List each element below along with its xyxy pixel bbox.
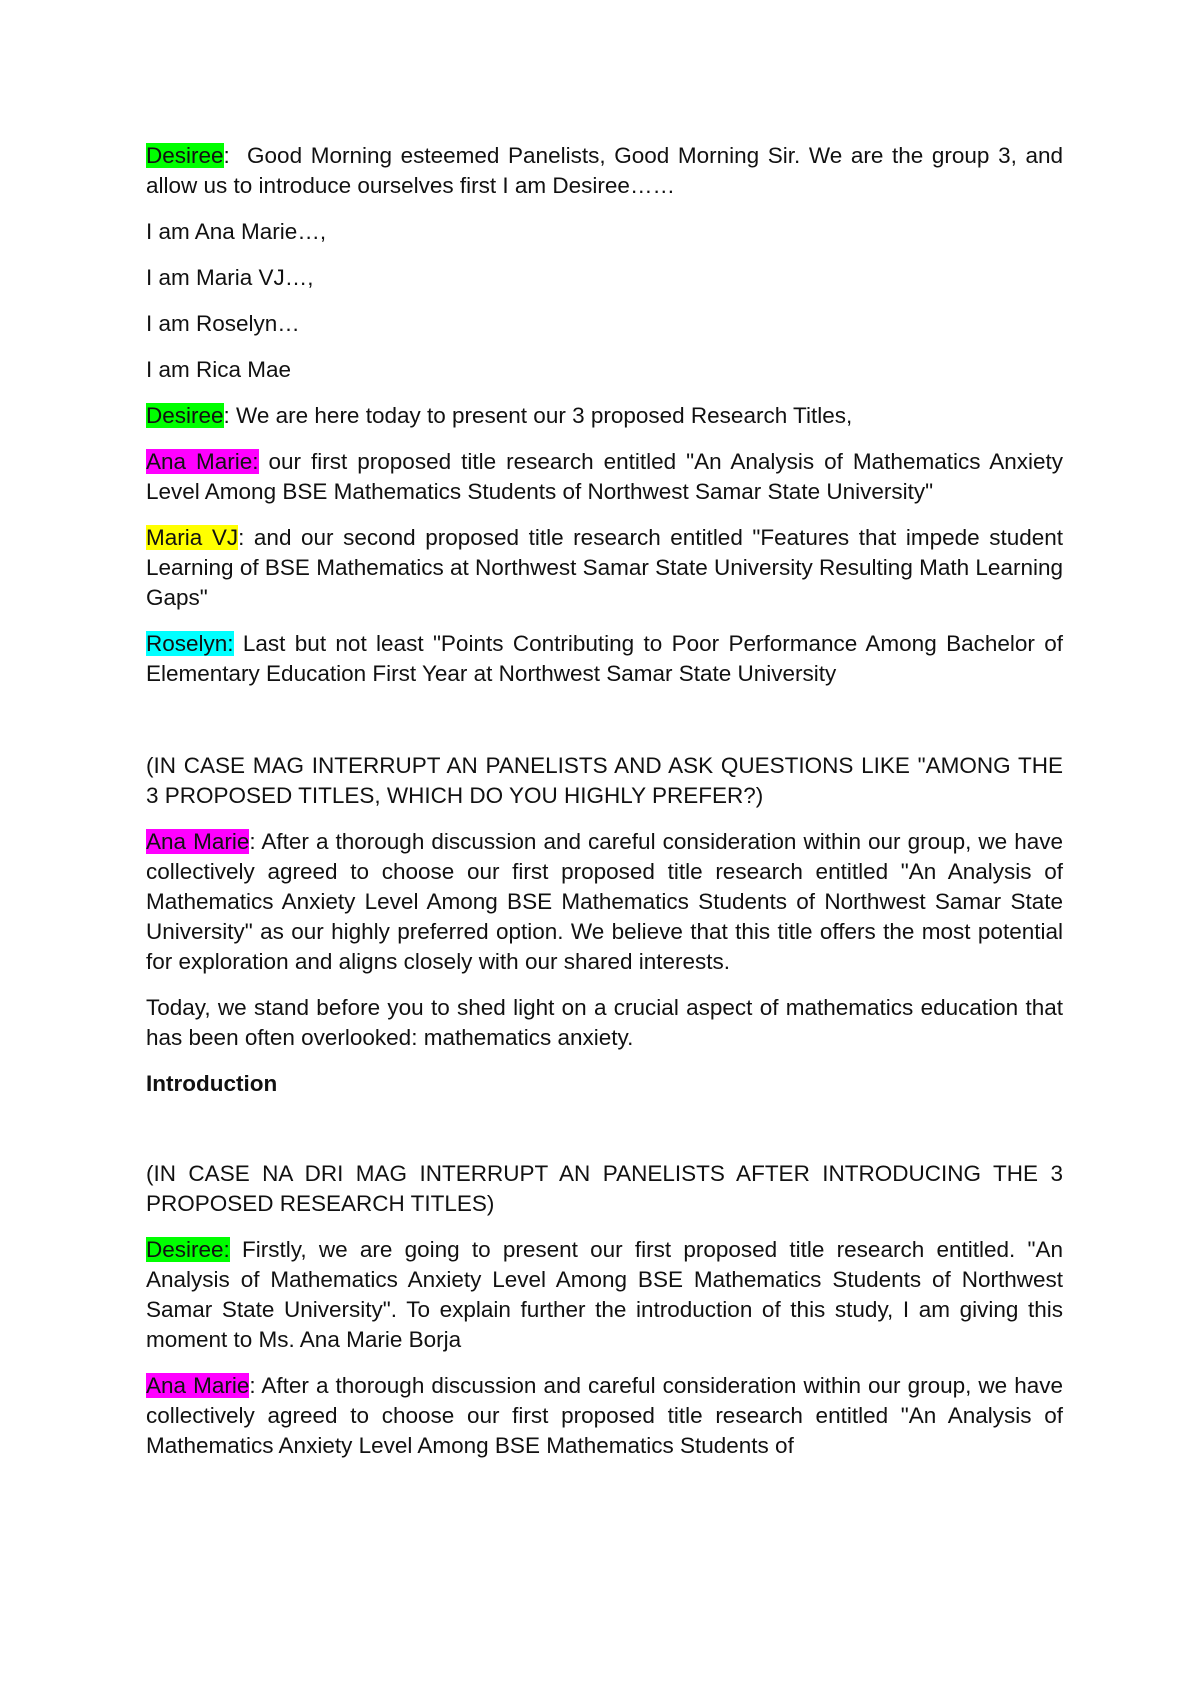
speaker-desiree: Desiree: bbox=[146, 1237, 230, 1262]
speaker-colon: : bbox=[238, 525, 245, 550]
speaker-maria-vj: Maria VJ bbox=[146, 525, 239, 550]
paragraph-text: After a thorough discussion and careful consideration within our group, we have collectively agreed to choose our first proposed title research entitled "An Analysis of Mathematics Anxiety Level Among BSE Mathematics Students of bbox=[146, 1373, 1070, 1458]
paragraph-today: Today, we stand before you to shed light on a crucial aspect of mathematics education that has been often overlooked: mathematics anxiety. bbox=[146, 995, 1063, 1050]
speaker-desiree: Desiree bbox=[146, 143, 224, 168]
speaker-colon: : bbox=[249, 829, 256, 854]
paragraph-interrupt-note-1: (IN CASE MAG INTERRUPT AN PANELISTS AND ASK QUESTIONS LIKE "AMONG THE 3 PROPOSED TITLES, WHICH DO YOU HIGHLY PREFER?) bbox=[146, 753, 1063, 808]
speaker-ana-marie: Ana Marie bbox=[146, 1373, 250, 1398]
paragraph-first-title bbox=[146, 447, 1070, 507]
paragraph-text: and our second proposed title research entitled "Features that impede student Learning of BSE Mathematics at Northwest Samar State University Resulting Math Learning Gaps" bbox=[146, 525, 1070, 610]
paragraph-intro-roselyn: I am Roselyn… bbox=[146, 311, 300, 336]
paragraph-preferred-option bbox=[146, 827, 1070, 977]
paragraph-interrupt-note-2: (IN CASE NA DRI MAG INTERRUPT AN PANELISTS AFTER INTRODUCING THE 3 PROPOSED RESEARCH TITLES) bbox=[146, 1161, 1063, 1216]
speaker-colon: : bbox=[223, 143, 230, 168]
paragraph-preferred-option-repeat bbox=[146, 1371, 1070, 1461]
paragraph-firstly bbox=[146, 1235, 1070, 1355]
speaker-colon: : bbox=[249, 1373, 256, 1398]
paragraph-text: We are here today to present our 3 proposed Research Titles, bbox=[229, 403, 853, 428]
speaker-ana-marie: Ana Marie: bbox=[146, 449, 259, 474]
speaker-desiree: Desiree bbox=[146, 403, 224, 428]
paragraph-present-titles bbox=[146, 401, 1063, 431]
paragraph-third-title bbox=[146, 629, 1070, 689]
speaker-colon: : bbox=[223, 403, 230, 428]
paragraph-second-title bbox=[146, 523, 1070, 613]
paragraph-intro-rica-mae: I am Rica Mae bbox=[146, 357, 292, 382]
paragraph-text: Last but not least "Points Contributing to Poor Performance Among Bachelor of Elementary Education First Year at Northwest Samar State University bbox=[146, 631, 1070, 686]
paragraph-text: our first proposed title research entitled "An Analysis of Mathematics Anxiety Level Among BSE Mathematics Students of Northwest Samar State University" bbox=[146, 449, 1070, 504]
paragraph-intro-ana-marie: I am Ana Marie…, bbox=[146, 219, 327, 244]
paragraph-intro-maria-vj: I am Maria VJ…, bbox=[146, 265, 314, 290]
section-heading-introduction: Introduction bbox=[146, 1071, 278, 1096]
document-page bbox=[146, 141, 1070, 1477]
speaker-ana-marie: Ana Marie bbox=[146, 829, 250, 854]
paragraph-text: Good Morning esteemed Panelists, Good Morning Sir. We are the group 3, and allow us to introduce ourselves first I am Desiree…… bbox=[146, 143, 1070, 198]
paragraph-text: After a thorough discussion and careful consideration within our group, we have collectively agreed to choose our first proposed title research entitled "An Analysis of Mathematics Anxiety Level Among BSE Mathematics Students of Northwest Samar State University" as our highly preferred option. We believe that this title offers the most potential for exploration and aligns closely with our shared interests. bbox=[146, 829, 1070, 974]
speaker-roselyn: Roselyn: bbox=[146, 631, 234, 656]
paragraph-greeting bbox=[146, 141, 1070, 201]
paragraph-text: Firstly, we are going to present our first proposed title research entitled. "An Analysis of Mathematics Anxiety Level Among BSE Mathematics Students of Northwest Samar State University". To explain further the introduction of this study, I am giving this moment to Ms. Ana Marie Borja bbox=[146, 1237, 1070, 1352]
